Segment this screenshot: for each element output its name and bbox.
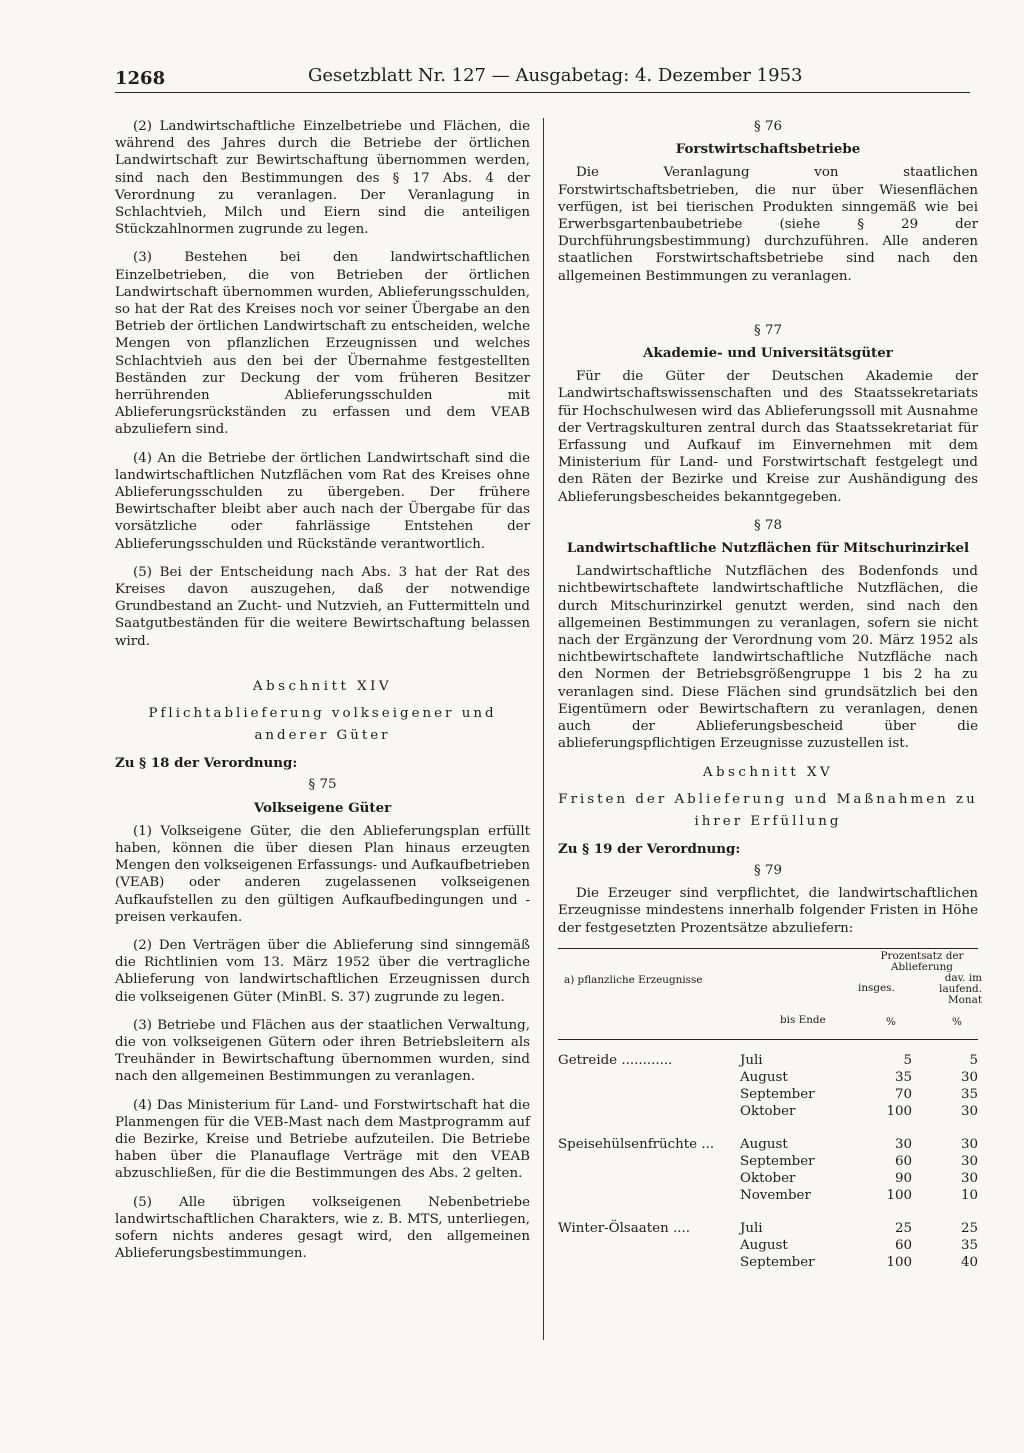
paragraph: (4) An die Betriebe der örtlichen Landwirtschaft sind die landwirtschaftlichen Nutzflächen vom Rat des Kreises ohne Ablieferungsschulden zu übergeben. Der frühere Bewirtschafter bleibt aber auch nach der Übergabe für das vorsätzliche oder fahrlässige Entstehen der Ablieferungsschulden und Rückstände verantwortlich. [115, 450, 530, 552]
paragraph: Landwirtschaftliche Nutzflächen des Bodenfonds und nichtbewirtschaftete landwirtschaftliche Nutzflächen, die durch Mitschurinzirkel genutzt werden, sind nach den allgemeinen Bestimmungen zu veranlagen, sofern sie nicht nach der Ergänzung der Verordnung vom 20. März 1952 als nichtbewirtschaftete landwirtschaftliche Nutzfläche nach den Normen der Betriebsgrößengruppe 1 bis 2 ha zu veranlagen sind. Diese Flächen sind grundsätzlich bei den Eigentümern oder Bewirtschaftern zu veranlagen, denen auch der Ablieferungsbescheid über die ablieferungspflichtigen Erzeugnisse zuzustellen ist. [558, 564, 978, 752]
table-row [740, 1069, 978, 1086]
table-cell-total: 70 [894, 1086, 912, 1102]
table-cell-month: Juli [740, 1220, 763, 1236]
page-header [115, 65, 970, 93]
table-row [740, 1254, 978, 1271]
paragraph-title: Landwirtschaftliche Nutzflächen für Mitschurinzirkel [566, 540, 970, 557]
table-row [740, 1136, 978, 1153]
table-cell-month: August [740, 1237, 788, 1253]
table-row [740, 1220, 978, 1237]
table-cell-month: Oktober [740, 1103, 796, 1119]
table-cell-total: 100 [886, 1187, 912, 1203]
table-cell-month: September [740, 1153, 815, 1169]
table-group [558, 1220, 978, 1271]
table-cell-total: 100 [886, 1254, 912, 1270]
table-cell-monthly: 30 [960, 1103, 978, 1119]
table-cell-month: August [740, 1069, 788, 1085]
section-heading: Abschnitt XV [702, 764, 834, 780]
table-cell-total: 60 [894, 1153, 912, 1169]
page-number: 1268 [115, 68, 166, 89]
table-row [740, 1153, 978, 1170]
table-header-unit: % [886, 1015, 896, 1028]
section-subheading: Fristen der Ablieferung und Maßnahmen zu ihrer Erfüllung [558, 791, 978, 829]
table-row [740, 1103, 978, 1120]
table-cell-total: 90 [894, 1170, 912, 1186]
paragraph-title: Forstwirtschaftsbetriebe [675, 141, 861, 158]
table-row [740, 1086, 978, 1103]
table-cell-total: 5 [903, 1052, 912, 1068]
table-cell-monthly: 25 [960, 1220, 978, 1236]
section-heading: Abschnitt XIV [252, 678, 393, 694]
table-cell-month: August [740, 1136, 788, 1152]
column-divider [543, 118, 544, 1340]
paragraph: (3) Betriebe und Flächen aus der staatlichen Verwaltung, die von volkseigenen Gütern oder ihren Betriebsleitern als Treuhänder in Bewirtschaftung übernommen wurden, sind nach den allgemeinen Bestimmungen zu veranlagen. [115, 1017, 530, 1085]
right-column [558, 118, 982, 1287]
paragraph-number: § 75 [308, 777, 337, 793]
table-row [740, 1170, 978, 1187]
table-row [740, 1187, 978, 1204]
table-cell-month: November [740, 1187, 811, 1203]
paragraph-number: § 77 [754, 322, 782, 338]
table-cell-total: 35 [894, 1069, 912, 1085]
table-cell-month: September [740, 1086, 815, 1102]
paragraph: Die Erzeuger sind verpflichtet, die landwirtschaftlichen Erzeugnisse mindestens innerhalb folgender Fristen in Höhe der festgesetzten Prozentsätze abzuliefern: [558, 886, 978, 936]
header-title: Gesetzblatt Nr. 127 — Ausgabetag: 4. Dezember 1953 [308, 65, 803, 86]
left-column [115, 118, 530, 1273]
table-group-label: Getreide ............ [558, 1052, 673, 1068]
paragraph: (5) Alle übrigen volkseigenen Nebenbetriebe landwirtschaftlichen Charakters, wie z. B. MTS, unterliegen, sofern nichts anderes gesagt wird, den allgemeinen Ablieferungsbestimmungen. [115, 1194, 530, 1262]
paragraph: Für die Güter der Deutschen Akademie der Landwirtschaftswissenschaften und des Staatssekretariats für Hochschulwesen wird das Ablieferungssoll mit Ausnahme der Vertragskulturen zentral durch das Staatssekretariat für Erfassung und Aufkauf im Einvernehmen mit dem Ministerium für Land- und Forstwirtschaft festgelegt und den Räten der Bezirke und Kreise zur Aushändigung des Ablieferungsbescheides bekanntgegeben. [558, 369, 978, 505]
table-cell-monthly: 5 [969, 1052, 978, 1068]
table-cell-month: September [740, 1254, 815, 1270]
paragraph: (4) Das Ministerium für Land- und Forstwirtschaft hat die Planmengen für die VEB-Mast nach dem Mastprogramm auf die Bezirke, Kreise und Betriebe aufzuteilen. Die Betriebe haben über die Planauflage Verträge mit den VEAB abzuschließen, für die die Bestimmungen des Abs. 2 gelten. [115, 1097, 530, 1182]
paragraph: (2) Landwirtschaftliche Einzelbetriebe und Flächen, die während des Jahres durch die Betriebe der örtlichen Landwirtschaft zur Bewirtschaftung übernommen werden, sind nach den Bestimmungen des § 17 Abs. 4 der Verordnung zu veranlagen. Der Veranlagung in Schlachtvieh, Milch und Eiern sind die anteiligen Stückzahlnormen zugrunde zu legen. [115, 119, 530, 238]
section-subheading: Pflichtablieferung volkseigener und anderer Güter [148, 706, 497, 744]
table-header [558, 949, 982, 1040]
table-row [740, 1237, 978, 1254]
table-cell-monthly: 35 [960, 1237, 978, 1253]
table-group [558, 1136, 978, 1204]
reference-heading: Zu § 18 der Verordnung: [115, 755, 298, 772]
paragraph-title: Volkseigene Güter [253, 799, 392, 816]
table-header-percentage: Prozentsatz der Ablieferung [880, 949, 964, 973]
table-cell-monthly: 35 [960, 1086, 978, 1102]
table-cell-monthly: 10 [960, 1187, 978, 1203]
table-header-total: insges. [858, 981, 895, 994]
table-cell-total: 60 [894, 1237, 912, 1253]
table-header-monthly: dav. im laufend. Monat [939, 971, 982, 1006]
table-row [740, 1052, 978, 1069]
paragraph-title: Akademie- und Universitätsgüter [643, 345, 893, 362]
paragraph: (2) Den Verträgen über die Ablieferung sind sinngemäß die Richtlinien vom 13. März 1952 über die vertragliche Ablieferung von landwirtschaftlichen Erzeugnissen durch die volkseigenen Güter (MinBl. S. 37) zugrunde zu legen. [115, 937, 530, 1005]
table-group-label: Speisehülsenfrüchte ... [558, 1136, 715, 1152]
table-cell-total: 25 [894, 1220, 912, 1236]
table-cell-total: 30 [894, 1136, 912, 1152]
paragraph-number: § 79 [754, 862, 782, 878]
paragraph: Die Veranlagung von staatlichen Forstwirtschaftsbetrieben, die nur über Wiesenflächen verfügen, ist bei tierischen Produkten sinngemäß wie bei Erwerbsgartenbaubetriebe (siehe § 29 der Durchführungsbestimmung) durchzuführen. Alle anderen staatlichen Forstwirtschaftsbetriebe sind nach den allgemeinen Bestimmungen zu veranlagen. [558, 165, 978, 284]
paragraph: (5) Bei der Entscheidung nach Abs. 3 hat der Rat des Kreises davon auszugehen, daß der notwendige Grundbestand an Zucht- und Nutzvieh, an Futtermitteln und Saatgutbeständen für die weitere Bewirtschaftung belassen wird. [115, 564, 530, 649]
table-cell-monthly: 30 [960, 1136, 978, 1152]
table-group-label: Winter-Ölsaaten .... [558, 1220, 690, 1236]
paragraph-number: § 76 [754, 119, 782, 134]
table-body [558, 1052, 978, 1271]
reference-heading: Zu § 19 der Verordnung: [558, 840, 741, 857]
table-cell-monthly: 30 [960, 1170, 978, 1186]
table-header-products: a) pflanzliche Erzeugnisse [564, 973, 703, 986]
table-cell-monthly: 30 [960, 1153, 978, 1169]
paragraph: (3) Bestehen bei den landwirtschaftlichen Einzelbetrieben, die von Betrieben der örtlichen Landwirtschaft übernommen wurden, Ablieferungsschulden, so hat der Rat des Kreises noch vor seiner Übergabe an den Betrieb der örtlichen Landwirtschaft zu entscheiden, welche Mengen von pflanzlichen Erzeugnissen und welches Schlachtvieh aus den bei der Übernahme festgestellten Beständen zur Deckung der vom früheren Besitzer herrührenden Ablieferungsschulden mit Ablieferungsrückständen zu erfassen und dem VEAB abzuliefern sind. [115, 250, 530, 438]
table-cell-month: Juli [740, 1052, 763, 1068]
paragraph-number: § 78 [754, 517, 782, 533]
table-cell-monthly: 30 [960, 1069, 978, 1085]
table-cell-total: 100 [886, 1103, 912, 1119]
table-group [558, 1052, 978, 1120]
table-cell-monthly: 40 [960, 1254, 978, 1270]
table-header-until: bis Ende [780, 1013, 826, 1026]
paragraph: (1) Volkseigene Güter, die den Ablieferungsplan erfüllt haben, können die über diesen Plan hinaus erzeugten Mengen den volkseigenen Erfassungs- und Aufkaufbetrieben (VEAB) oder anderen zugelassenen volkseigenen Aufkaufstellen zu den gültigen Aufkaufbedingungen und -preisen verkaufen. [115, 823, 530, 925]
table-cell-month: Oktober [740, 1170, 796, 1186]
table-header-unit: % [952, 1015, 962, 1028]
